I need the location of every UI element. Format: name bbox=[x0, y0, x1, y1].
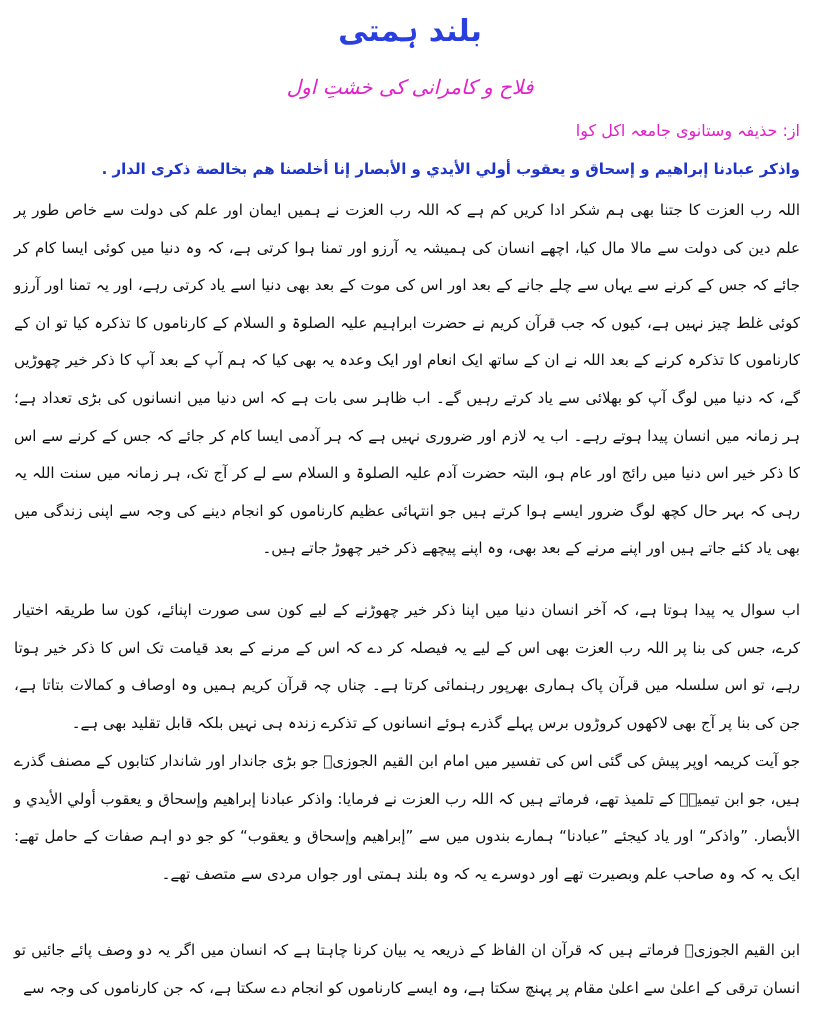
paragraph-1: اللہ رب العزت کا جتنا بھی ہم شکر ادا کریں کم ہے کہ اللہ رب العزت نے ہمیں ایمان اور علم کی دولت سے خاص طور پر علم دین کی دولت سے مالا مال کیا، اچھے انسان کی ہمیشہ یہ آرزو اور تمنا ہوا کرتی ہے، کہ وہ دنیا میں کوئی ایسا کام کر جائے کہ جس کے کرنے سے یہاں سے چلے جانے کے بعد اور اس کی موت کے بعد بھی دنیا اسے یاد کرتی رہے، اور یہ تمنا اور آرزو کوئی غلط چیز نہیں ہے، کیوں کہ جب قرآن کریم نے حضرت ابراہیم علیہ الصلوۃ و السلام کے کارناموں کا تذکرہ کیا تو ان کے کارناموں کا تذکرہ کرنے کے بعد اللہ نے ان کے ساتھ ایک انعام اور ایک وعدہ یہ بھی کیا کہ ہم آپ کے بعد آپ کا ذکر خیر چھوڑیں گے، کہ دنیا میں لوگ آپ کو بھلائی سے یاد کرتے رہیں گے۔ اب ظاہر سی بات ہے کہ اس دنیا میں انسانوں کی بڑی تعداد ہے؛ ہر زمانہ میں انسان پیدا ہوتے رہے۔ اب یہ لازم اور ضروری نہیں ہے کہ ہر آدمی ایسا کام کر جائے کہ جس کے کرنے سے اس کا ذکر خیر اس دنیا میں رائج اور عام ہو، البتہ حضرت آدم علیہ الصلوۃ و السلام سے لے کر آج تک، ہر زمانہ میں سنت اللہ یہ رہی کہ بہر حال کچھ لوگ ضرور ایسے ہوا کرتے ہیں جو انتہائی عظیم کارناموں کو انجام دینے کی وجہ سے اپنی زندگی میں بھی یاد کئے جاتے ہیں اور اپنے مرنے کے بعد بھی، وہ اپنے پیچھے ذکر خیر چھوڑ جاتے ہیں۔ bbox=[14, 201, 800, 558]
paragraph-4: ابن القیم الجوزیؒ فرماتے ہیں کہ قرآن ان الفاظ کے ذریعہ یہ بیان کرنا چاہتا ہے کہ انسان میں اگر یہ دو وصف پائے جائیں تو انسان ترقی کے اعلیٰ سے اعلیٰ مقام پر پہنچ سکتا ہے، وہ ایسے کارناموں کو انجام دے سکتا ہے، کہ جن کارناموں کی وجہ سے bbox=[14, 941, 800, 997]
article-subtitle: فلاح و کامرانی کی خشتِ اول bbox=[286, 75, 534, 99]
author-line: از: حذیفہ وستانوی جامعہ اکل کوا bbox=[575, 121, 800, 140]
paragraph-2: اب سوال یہ پیدا ہوتا ہے، کہ آخر انسان دنیا میں اپنا ذکر خیر چھوڑنے کے لیے کون سی صورت اپنائے، کون سا طریقہ اختیار کرے، جس کی بنا پر اللہ رب العزت بھی اس کے لیے یہ فیصلہ کر دے کہ اس کے مرنے کے بعد قیامت تک اس کا ذکر خیر ہوتا رہے، تو اس سلسلہ میں قرآن پاک ہماری بھرپور رہنمائی کرتا ہے۔ چناں چہ قرآن کریم ہمیں وہ اوصاف و کمالات بتاتا ہے، جن کی بنا پر آج بھی لاکھوں کروڑوں برس پہلے گذرے ہوئے انسانوں کے تذکرے زندہ ہی نہیں بلکہ قابل تقلید بھی ہے۔ bbox=[14, 601, 800, 732]
quran-verse: واذكر عبادنا إبراهيم و إسحاق و يعقوب أولي الأيدي و الأبصار إنا أخلصنا هم بخالصة ذكرى الدار . bbox=[101, 160, 800, 178]
paragraph-3: جو آیت کریمہ اوپر پیش کی گئی اس کی تفسیر میں امام ابن القیم الجوزیؒ جو بڑی جاندار اور شاندار کتابوں کے مصنف گذرے ہیں، جو ابن تیمیہؒ کے تلمیذ تھے، فرماتے ہیں کہ اللہ رب العزت نے فرمایا: واذكر عبادنا إبراهيم وإسحاق و يعقوب أولي الأيدي و الأبصار. ”واذکر“ اور یاد کیجئے ”عبادنا“ ہمارے بندوں میں سے ”إبراهيم وإسحاق و يعقوب“ کو جو دو اہم صفات کے حامل تھے: ایک یہ کہ وہ صاحب علم وبصیرت تھے اور دوسرے یہ کہ وہ بلند ہمتی اور جواں مردی سے متصف تھے۔ bbox=[14, 752, 800, 883]
article-title: بلند ہمتی bbox=[338, 14, 482, 49]
